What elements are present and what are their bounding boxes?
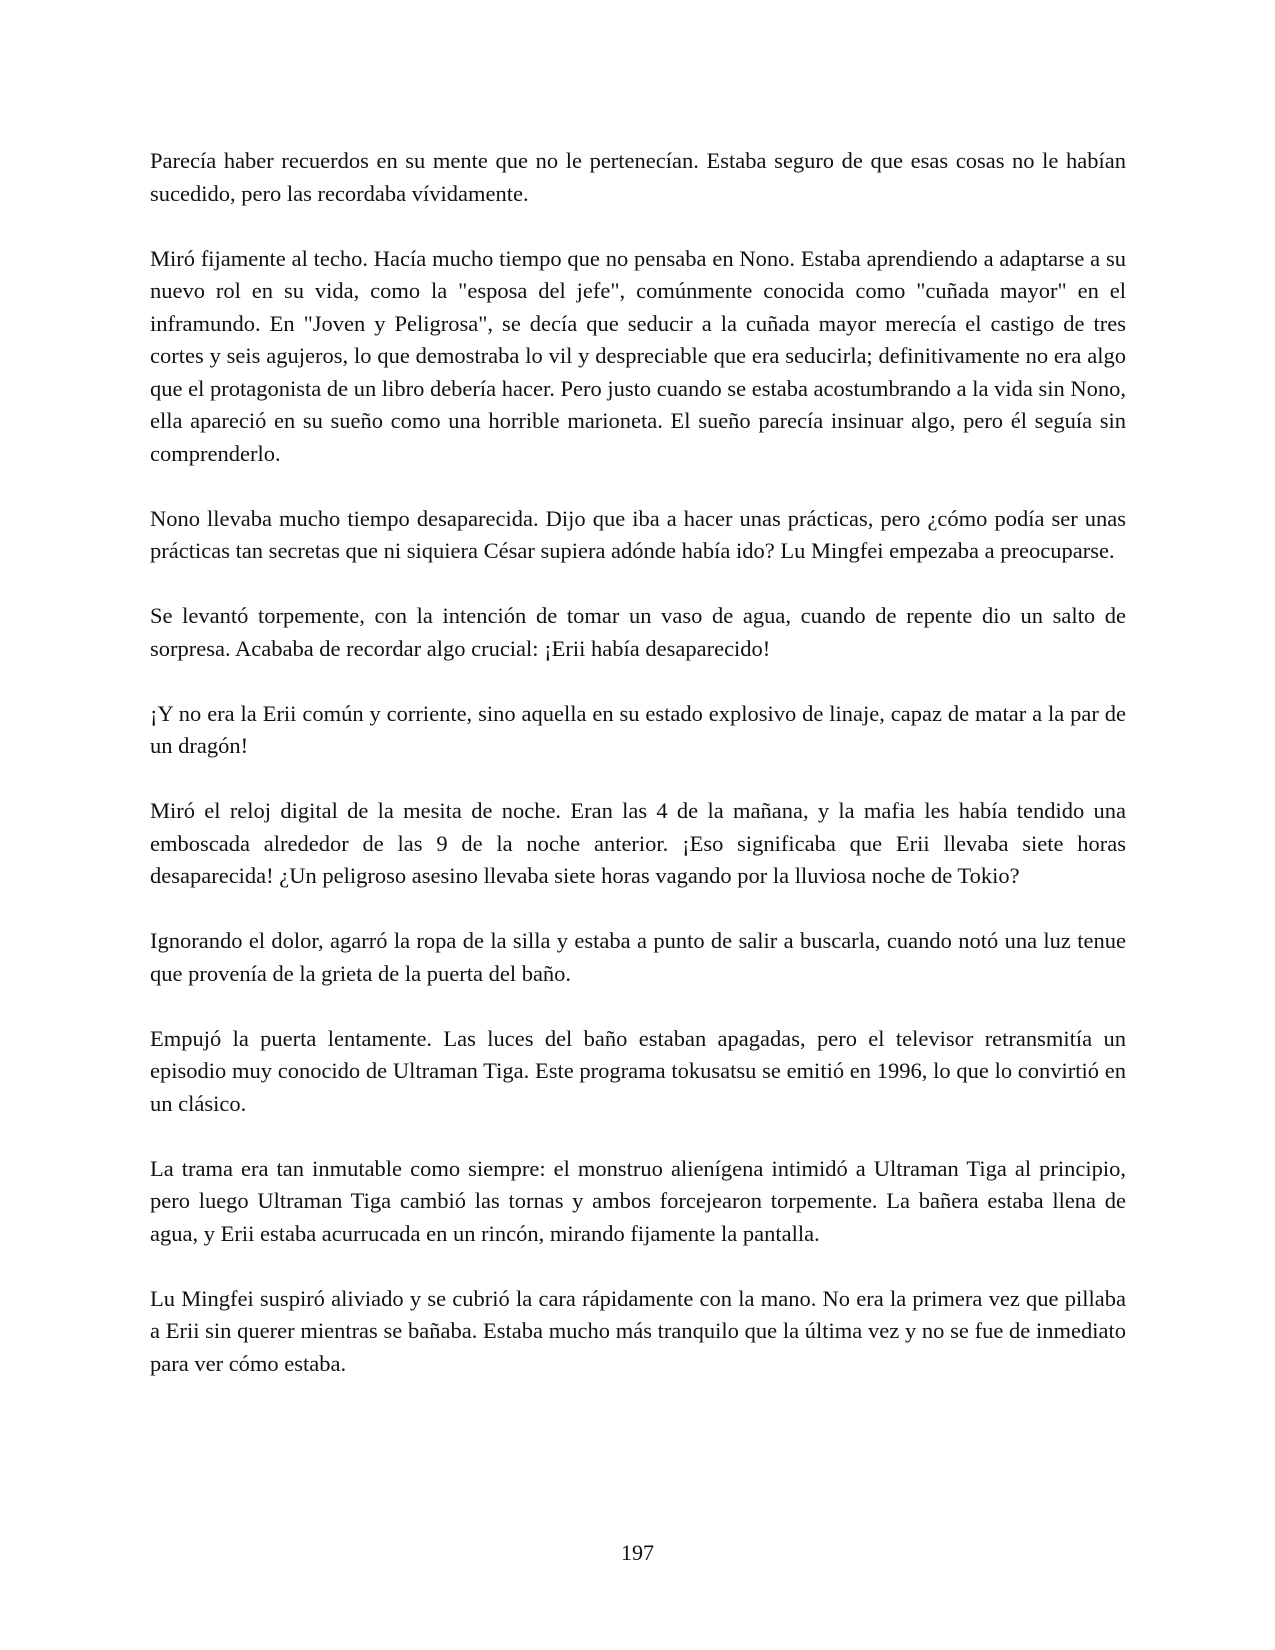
paragraph-10: Lu Mingfei suspiró aliviado y se cubrió la cara rápidamente con la mano. No era la primera vez que pillaba a Erii sin querer mientras se bañaba. Estaba mucho más tranquilo que la última vez y no se fue de inmediato para ver cómo estaba. xyxy=(150,1285,1126,1376)
paragraph-6: Miró el reloj digital de la mesita de noche. Eran las 4 de la mañana, y la mafia les había tendido una emboscada alrededor de las 9 de la noche anterior. ¡Eso significaba que Erii llevaba siete horas desaparecida! ¿Un peligroso asesino llevaba siete horas vagando por la lluviosa noche de Tokio? xyxy=(150,798,1126,888)
paragraph-2: Miró fijamente al techo. Hacía mucho tiempo que no pensaba en Nono. Estaba aprendiendo a adaptarse a su nuevo rol en su vida, como la "esposa del jefe", comúnmente conocida como "cuñada mayor" en el inframundo. En "Joven y Peligrosa", se decía que seducir a la cuñada mayor merecía el castigo de tres cortes y seis agujeros, lo que demostraba lo vil y despreciable que era seducirla; definitivamente no era algo que el protagonista de un libro debería hacer. Pero justo cuando se estaba acostumbrando a la vida sin Nono, ella apareció en su sueño como una horrible marioneta. El sueño parecía insinuar algo, pero él seguía sin comprenderlo. xyxy=(150,245,1126,466)
body-text xyxy=(150,145,1126,1380)
paragraph-8: Empujó la puerta lentamente. Las luces del baño estaban apagadas, pero el televisor retransmitía un episodio muy conocido de Ultraman Tiga. Este programa tokusatsu se emitió en 1996, lo que lo convirtió en un clásico. xyxy=(150,1025,1126,1116)
paragraph-7: Ignorando el dolor, agarró la ropa de la silla y estaba a punto de salir a buscarla, cuando notó una luz tenue que provenía de la grieta de la puerta del baño. xyxy=(150,928,1126,986)
paragraph-4: Se levantó torpemente, con la intención de tomar un vaso de agua, cuando de repente dio un salto de sorpresa. Acababa de recordar algo crucial: ¡Erii había desaparecido! xyxy=(150,603,1126,661)
page-number: 197 xyxy=(621,1540,654,1565)
paragraph-3: Nono llevaba mucho tiempo desaparecida. Dijo que iba a hacer unas prácticas, pero ¿cómo podía ser unas prácticas tan secretas que ni siquiera César supiera adónde había ido? Lu Mingfei empezaba a preocuparse. xyxy=(150,505,1126,563)
paragraph-5: ¡Y no era la Erii común y corriente, sino aquella en su estado explosivo de linaje, capaz de matar a la par de un dragón! xyxy=(150,700,1126,758)
paragraph-1: Parecía haber recuerdos en su mente que no le pertenecían. Estaba seguro de que esas cosas no le habían sucedido, pero las recordaba vívidamente. xyxy=(150,148,1126,206)
paragraph-9: La trama era tan inmutable como siempre: el monstruo alienígena intimidó a Ultraman Tiga al principio, pero luego Ultraman Tiga cambió las tornas y ambos forcejearon torpemente. La bañera estaba llena de agua, y Erii estaba acurrucada en un rincón, mirando fijamente la pantalla. xyxy=(150,1155,1126,1246)
